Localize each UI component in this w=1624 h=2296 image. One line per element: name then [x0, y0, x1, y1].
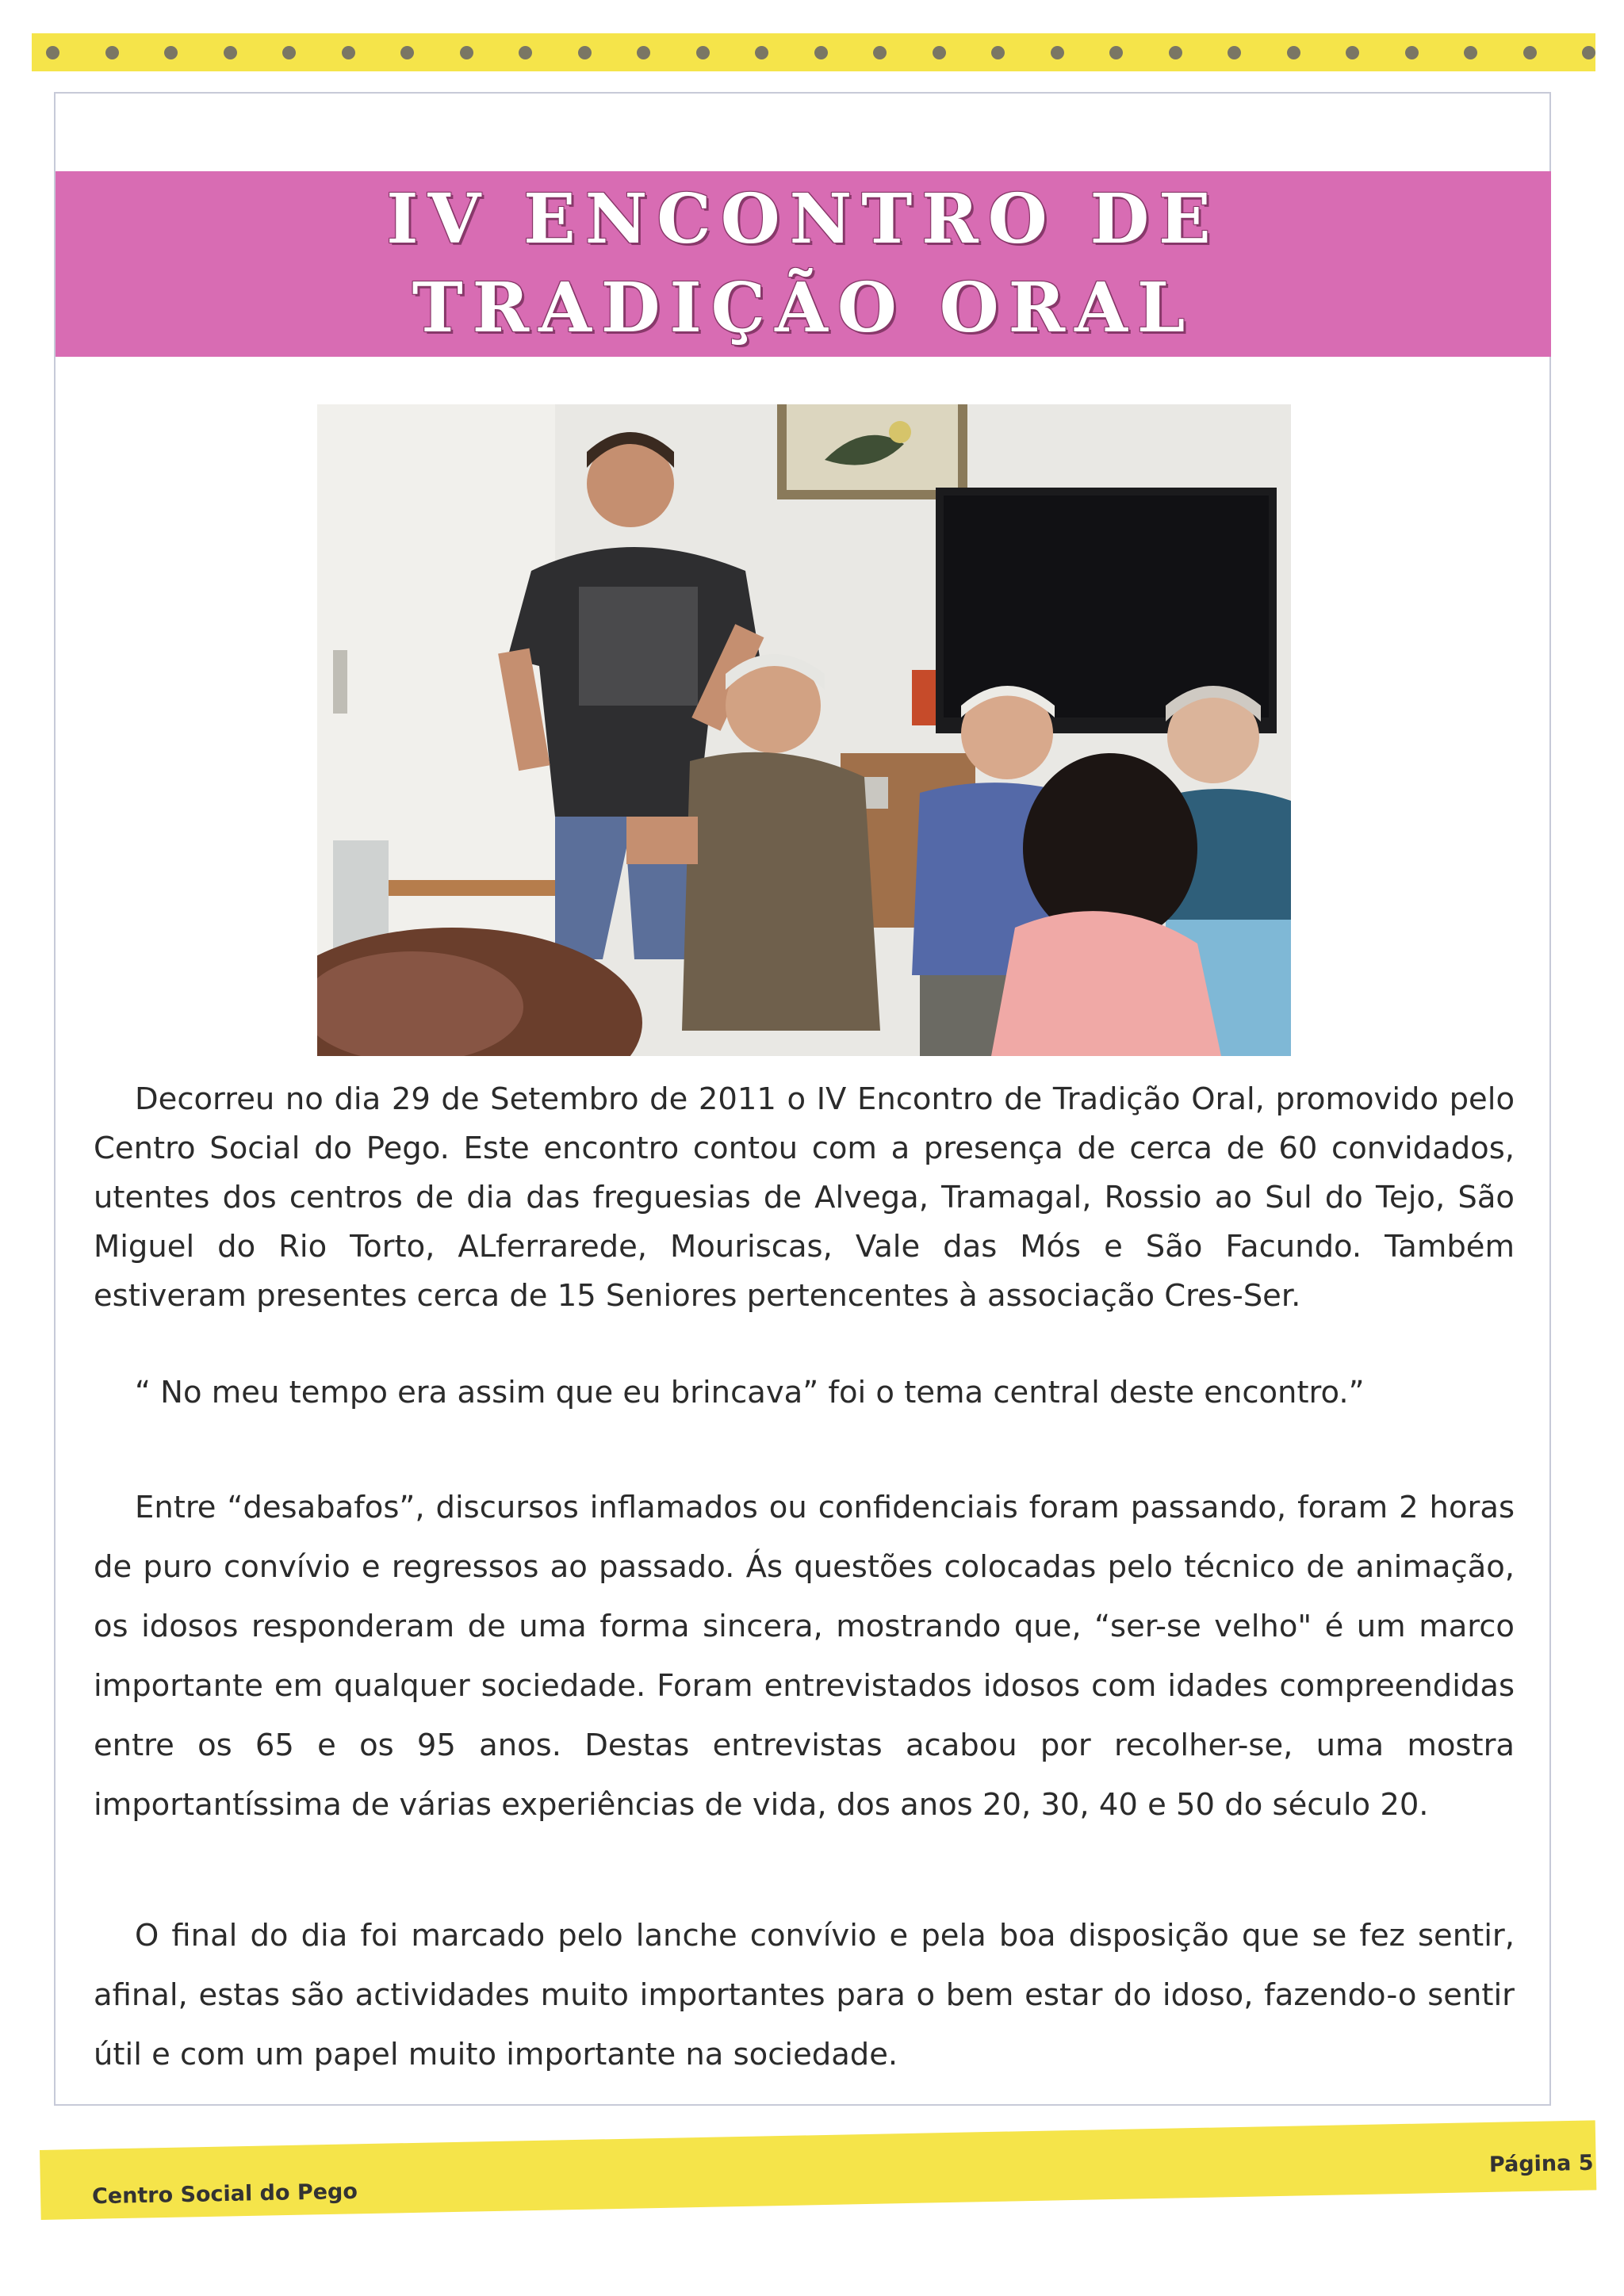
band-dot [460, 46, 473, 59]
band-dot [400, 46, 414, 59]
band-dot [755, 46, 768, 59]
band-dot [1582, 46, 1595, 59]
group-photo-illustration [317, 404, 1291, 1056]
band-dot [224, 46, 237, 59]
band-dot [1523, 46, 1537, 59]
band-dot [1346, 46, 1359, 59]
band-dot [991, 46, 1005, 59]
band-dot [1228, 46, 1241, 59]
band-dot [1405, 46, 1419, 59]
article-quote: “ No meu tempo era assim que eu brincava” foi o tema central deste encontro.” [135, 1375, 1365, 1410]
title-banner [56, 171, 1551, 357]
band-dot [1169, 46, 1182, 59]
band-dot [578, 46, 592, 59]
band-dot [1287, 46, 1300, 59]
band-dot [814, 46, 828, 59]
top-dotted-band [32, 33, 1595, 71]
article-paragraph: O final do dia foi marcado pelo lanche convívio e pela boa disposição que se fez sentir, afinal, estas são actividades muito importantes para o bem estar do idoso, fazendo-o sentir útil e com um papel muito importante na sociedade. [94, 1918, 1515, 2072]
band-dot [637, 46, 650, 59]
band-dot [164, 46, 178, 59]
band-dot [873, 46, 887, 59]
band-dot [282, 46, 296, 59]
band-dot [519, 46, 532, 59]
article-paragraph: Decorreu no dia 29 de Setembro de 2011 o IV Encontro de Tradição Oral, promovido pelo Centro Social do Pego. Este encontro contou com a presença de cerca de 60 convidados, utentes dos centros de dia das freguesias de Alvega, Tramagal, Rossio ao Sul do Tejo, São Miguel do Rio Torto, ALferrarede, Mouriscas, Vale das Mós e São Facundo. Também estiveram presentes cerca de 15 Seniores pertencentes à associação Cres-Ser. [94, 1081, 1515, 1314]
page-number: Página 5 [1488, 2150, 1594, 2178]
band-dot [696, 46, 710, 59]
event-photo [317, 404, 1291, 1056]
footer-organization: Centro Social do Pego [91, 2179, 358, 2210]
page-title: IV ENCONTRO DE TRADIÇÃO ORAL [386, 179, 1220, 348]
article-body [94, 1075, 1515, 2084]
band-dot [1051, 46, 1064, 59]
band-dot [1109, 46, 1123, 59]
band-dot [933, 46, 946, 59]
band-dot [1464, 46, 1477, 59]
band-dot [342, 46, 355, 59]
article-paragraph: Entre “desabafos”, discursos inflamados ou confidenciais foram passando, foram 2 horas de puro convívio e regressos ao passado. Ás questões colocadas pelo técnico de animação, os idosos responderam de uma forma sincera, mostrando que, “ser-se velho" é um marco importante em qualquer sociedade. Foram entrevistados idosos com idades compreendidas entre os 65 e os 95 anos. Destas entrevistas acabou por recolher-se, uma mostra importantíssima de várias experiências de vida, dos anos 20, 30, 40 e 50 do século 20. [94, 1490, 1515, 1823]
band-dot [46, 46, 59, 59]
band-dot [105, 46, 119, 59]
